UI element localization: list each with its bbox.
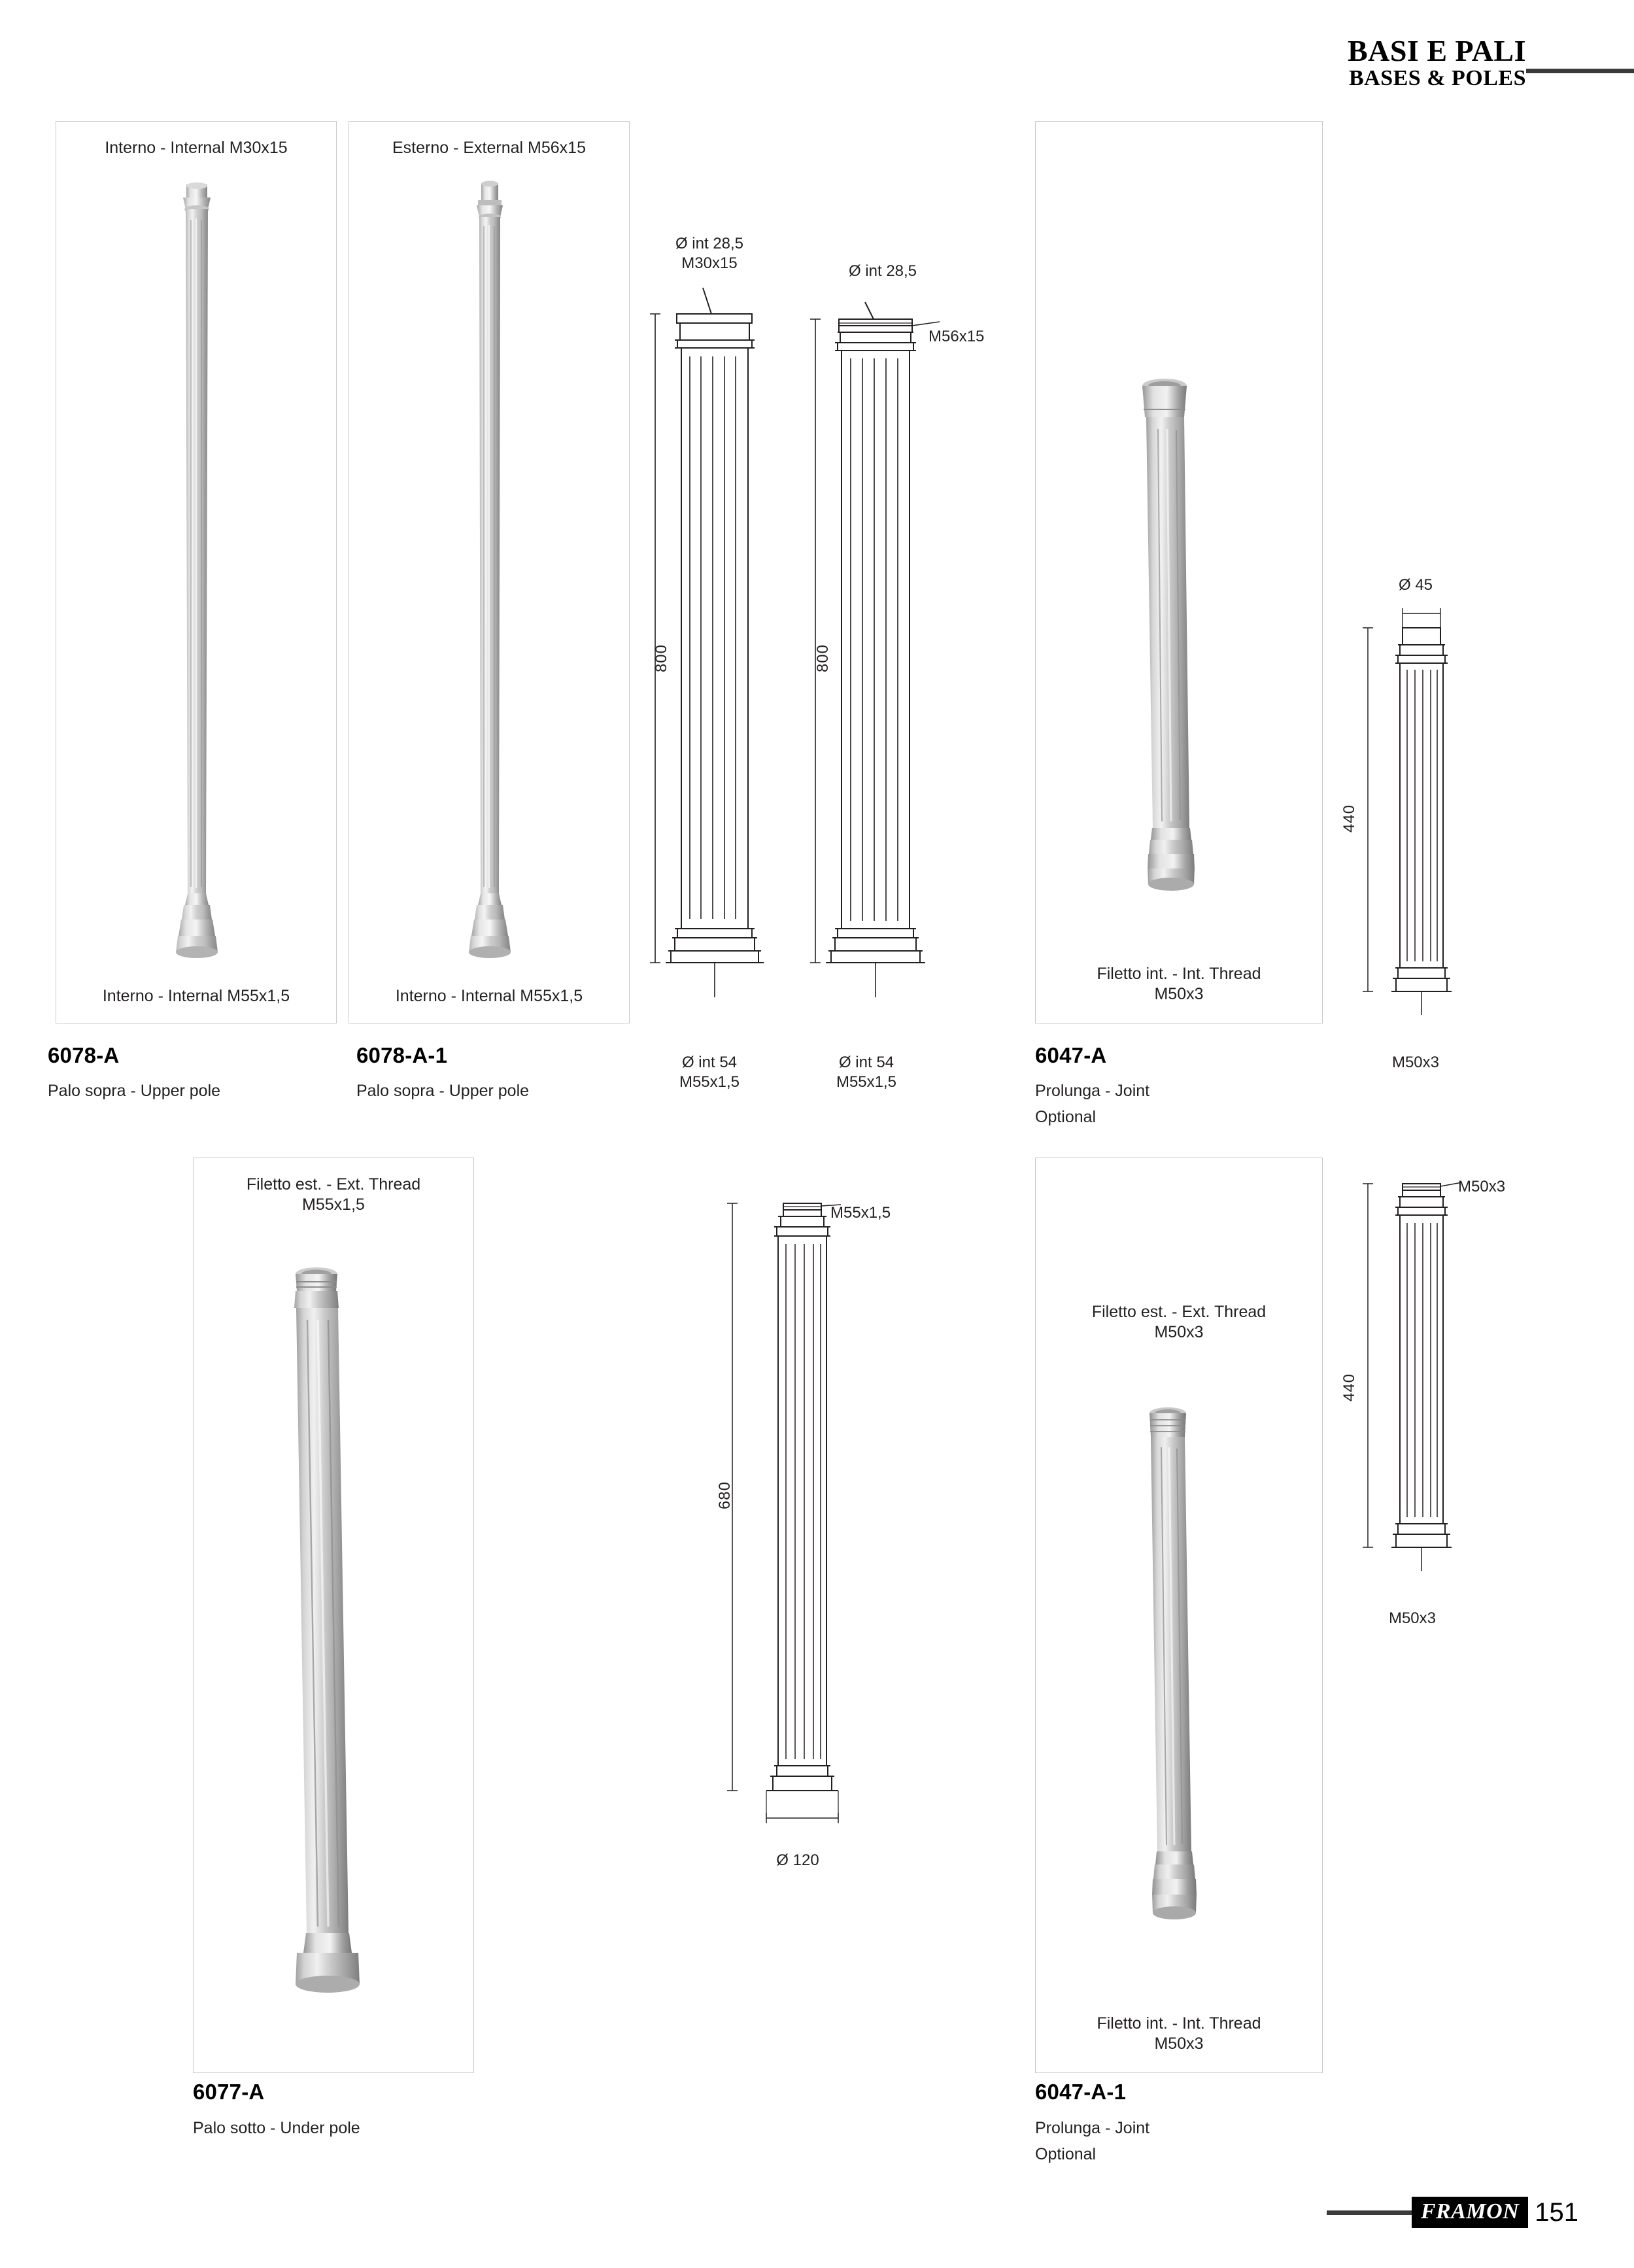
page-header [575, 36, 1634, 108]
drawing1-bottom-label [638, 1053, 781, 1092]
drawing1-top-line1: Ø int 28,5 [675, 235, 744, 252]
product-desc-6047-a-1: Prolunga - Joint [1035, 2119, 1150, 2137]
product-desc2-6047-a-1: Optional [1035, 2145, 1097, 2163]
header-rule [1526, 69, 1634, 73]
product-code-6078-a-1: 6078-A-1 [356, 1043, 448, 1067]
product-code-6047-a: 6047-A [1035, 1043, 1107, 1067]
drawing2-top-line1: Ø int 28,5 [848, 262, 917, 280]
panel-caption-6077-a-line1: Filetto est. - Ext. Thread [246, 1175, 421, 1194]
drawing3-height: 440 [1340, 804, 1358, 833]
header-title-block [1348, 36, 1526, 90]
product-photo-6077-a [259, 1260, 409, 2038]
panel-caption-6047-a-line1: Filetto int. - Int. Thread [1097, 964, 1261, 983]
panel-caption-bottom-6047-a-1 [1036, 2014, 1322, 2055]
panel-caption-top-6047-a-1 [1036, 1302, 1322, 1343]
panel-caption-6047-a [1036, 964, 1322, 1005]
product-code-6078-a: 6078-A [48, 1043, 120, 1067]
panel-caption-6077-a [194, 1175, 473, 1216]
footer-page-number: 151 [1535, 2197, 1578, 2227]
panel-caption-bottom-6078-a-1: Interno - Internal M55x1,5 [395, 986, 583, 1005]
product-panel-6047-a-1 [1035, 1158, 1323, 2073]
drawing4-top-label: M55x1,5 [830, 1204, 891, 1222]
drawing3-bottom-label: M50x3 [1391, 1054, 1440, 1071]
product-photo-6078-a-1 [447, 180, 532, 965]
product-code-6077-a: 6077-A [193, 2080, 265, 2104]
panel-caption-bottom-6078-a: Interno - Internal M55x1,5 [102, 986, 290, 1005]
panel-caption-6047-a-1-bottom-line1: Filetto int. - Int. Thread [1097, 2014, 1261, 2033]
product-panel-6078-a [56, 121, 337, 1023]
drawing2-bottom-label [794, 1053, 938, 1092]
panel-caption-6047-a-1-bottom-line2: M50x3 [1154, 2034, 1204, 2053]
panel-caption-top-6078-a: Interno - Internal M30x15 [105, 139, 288, 157]
drawing1-bottom-line1: Ø int 54 [681, 1054, 738, 1071]
drawing4-bottom-label: Ø 120 [776, 1851, 819, 1869]
header-title-it: BASI E PALI [1347, 34, 1526, 67]
header-title-en: BASES & POLES [1348, 66, 1526, 90]
drawing3-technical [1334, 602, 1497, 1046]
drawing4-technical [706, 1190, 922, 1851]
product-desc2-6047-a: Optional [1035, 1108, 1097, 1126]
drawing5-technical [1334, 1171, 1517, 1615]
product-desc-6078-a-1: Palo sopra - Upper pole [356, 1082, 530, 1100]
drawing5-height: 440 [1340, 1373, 1358, 1402]
drawing1-technical [628, 275, 798, 1027]
drawing2-bottom-line2: M55x1,5 [836, 1073, 897, 1091]
footer-rule [1327, 2210, 1412, 2215]
drawing4-height: 680 [716, 1481, 734, 1510]
panel-caption-6047-a-line2: M50x3 [1154, 984, 1204, 1003]
drawing1-top-line2: M30x15 [681, 254, 738, 272]
footer-brand: FRAMON [1412, 2197, 1528, 2228]
drawing2-thread-label: M56x15 [928, 328, 985, 345]
product-photo-6047-a [1124, 370, 1235, 906]
product-desc-6078-a: Palo sopra - Upper pole [48, 1082, 221, 1100]
drawing1-top-label [638, 234, 781, 273]
panel-caption-6077-a-line2: M55x1,5 [302, 1195, 365, 1214]
panel-caption-6047-a-1-top-line1: Filetto est. - Ext. Thread [1091, 1303, 1267, 1321]
product-panel-6047-a [1035, 121, 1323, 1023]
drawing1-bottom-line2: M55x1,5 [679, 1073, 740, 1091]
drawing3-top-label: Ø 45 [1398, 576, 1433, 594]
drawing2-height: 800 [814, 644, 832, 673]
product-panel-6078-a-1 [349, 121, 630, 1023]
panel-caption-top-6078-a-1: Esterno - External M56x15 [392, 139, 586, 157]
page-footer [1327, 2193, 1578, 2232]
product-desc-6047-a: Prolunga - Joint [1035, 1082, 1150, 1100]
product-photo-6078-a [154, 180, 239, 965]
drawing2-bottom-line1: Ø int 54 [838, 1054, 894, 1071]
product-desc-6077-a: Palo sotto - Under pole [193, 2119, 360, 2137]
panel-caption-6047-a-1-top-line2: M50x3 [1154, 1323, 1204, 1342]
product-code-6047-a-1: 6047-A-1 [1035, 2080, 1127, 2104]
drawing2-technical [788, 275, 984, 1027]
product-panel-6077-a [193, 1158, 474, 2073]
product-photo-6047-a-1 [1127, 1400, 1238, 1950]
drawing5-top-label: M50x3 [1458, 1178, 1506, 1195]
drawing5-bottom-label: M50x3 [1388, 1609, 1437, 1627]
drawing1-height: 800 [653, 644, 670, 673]
